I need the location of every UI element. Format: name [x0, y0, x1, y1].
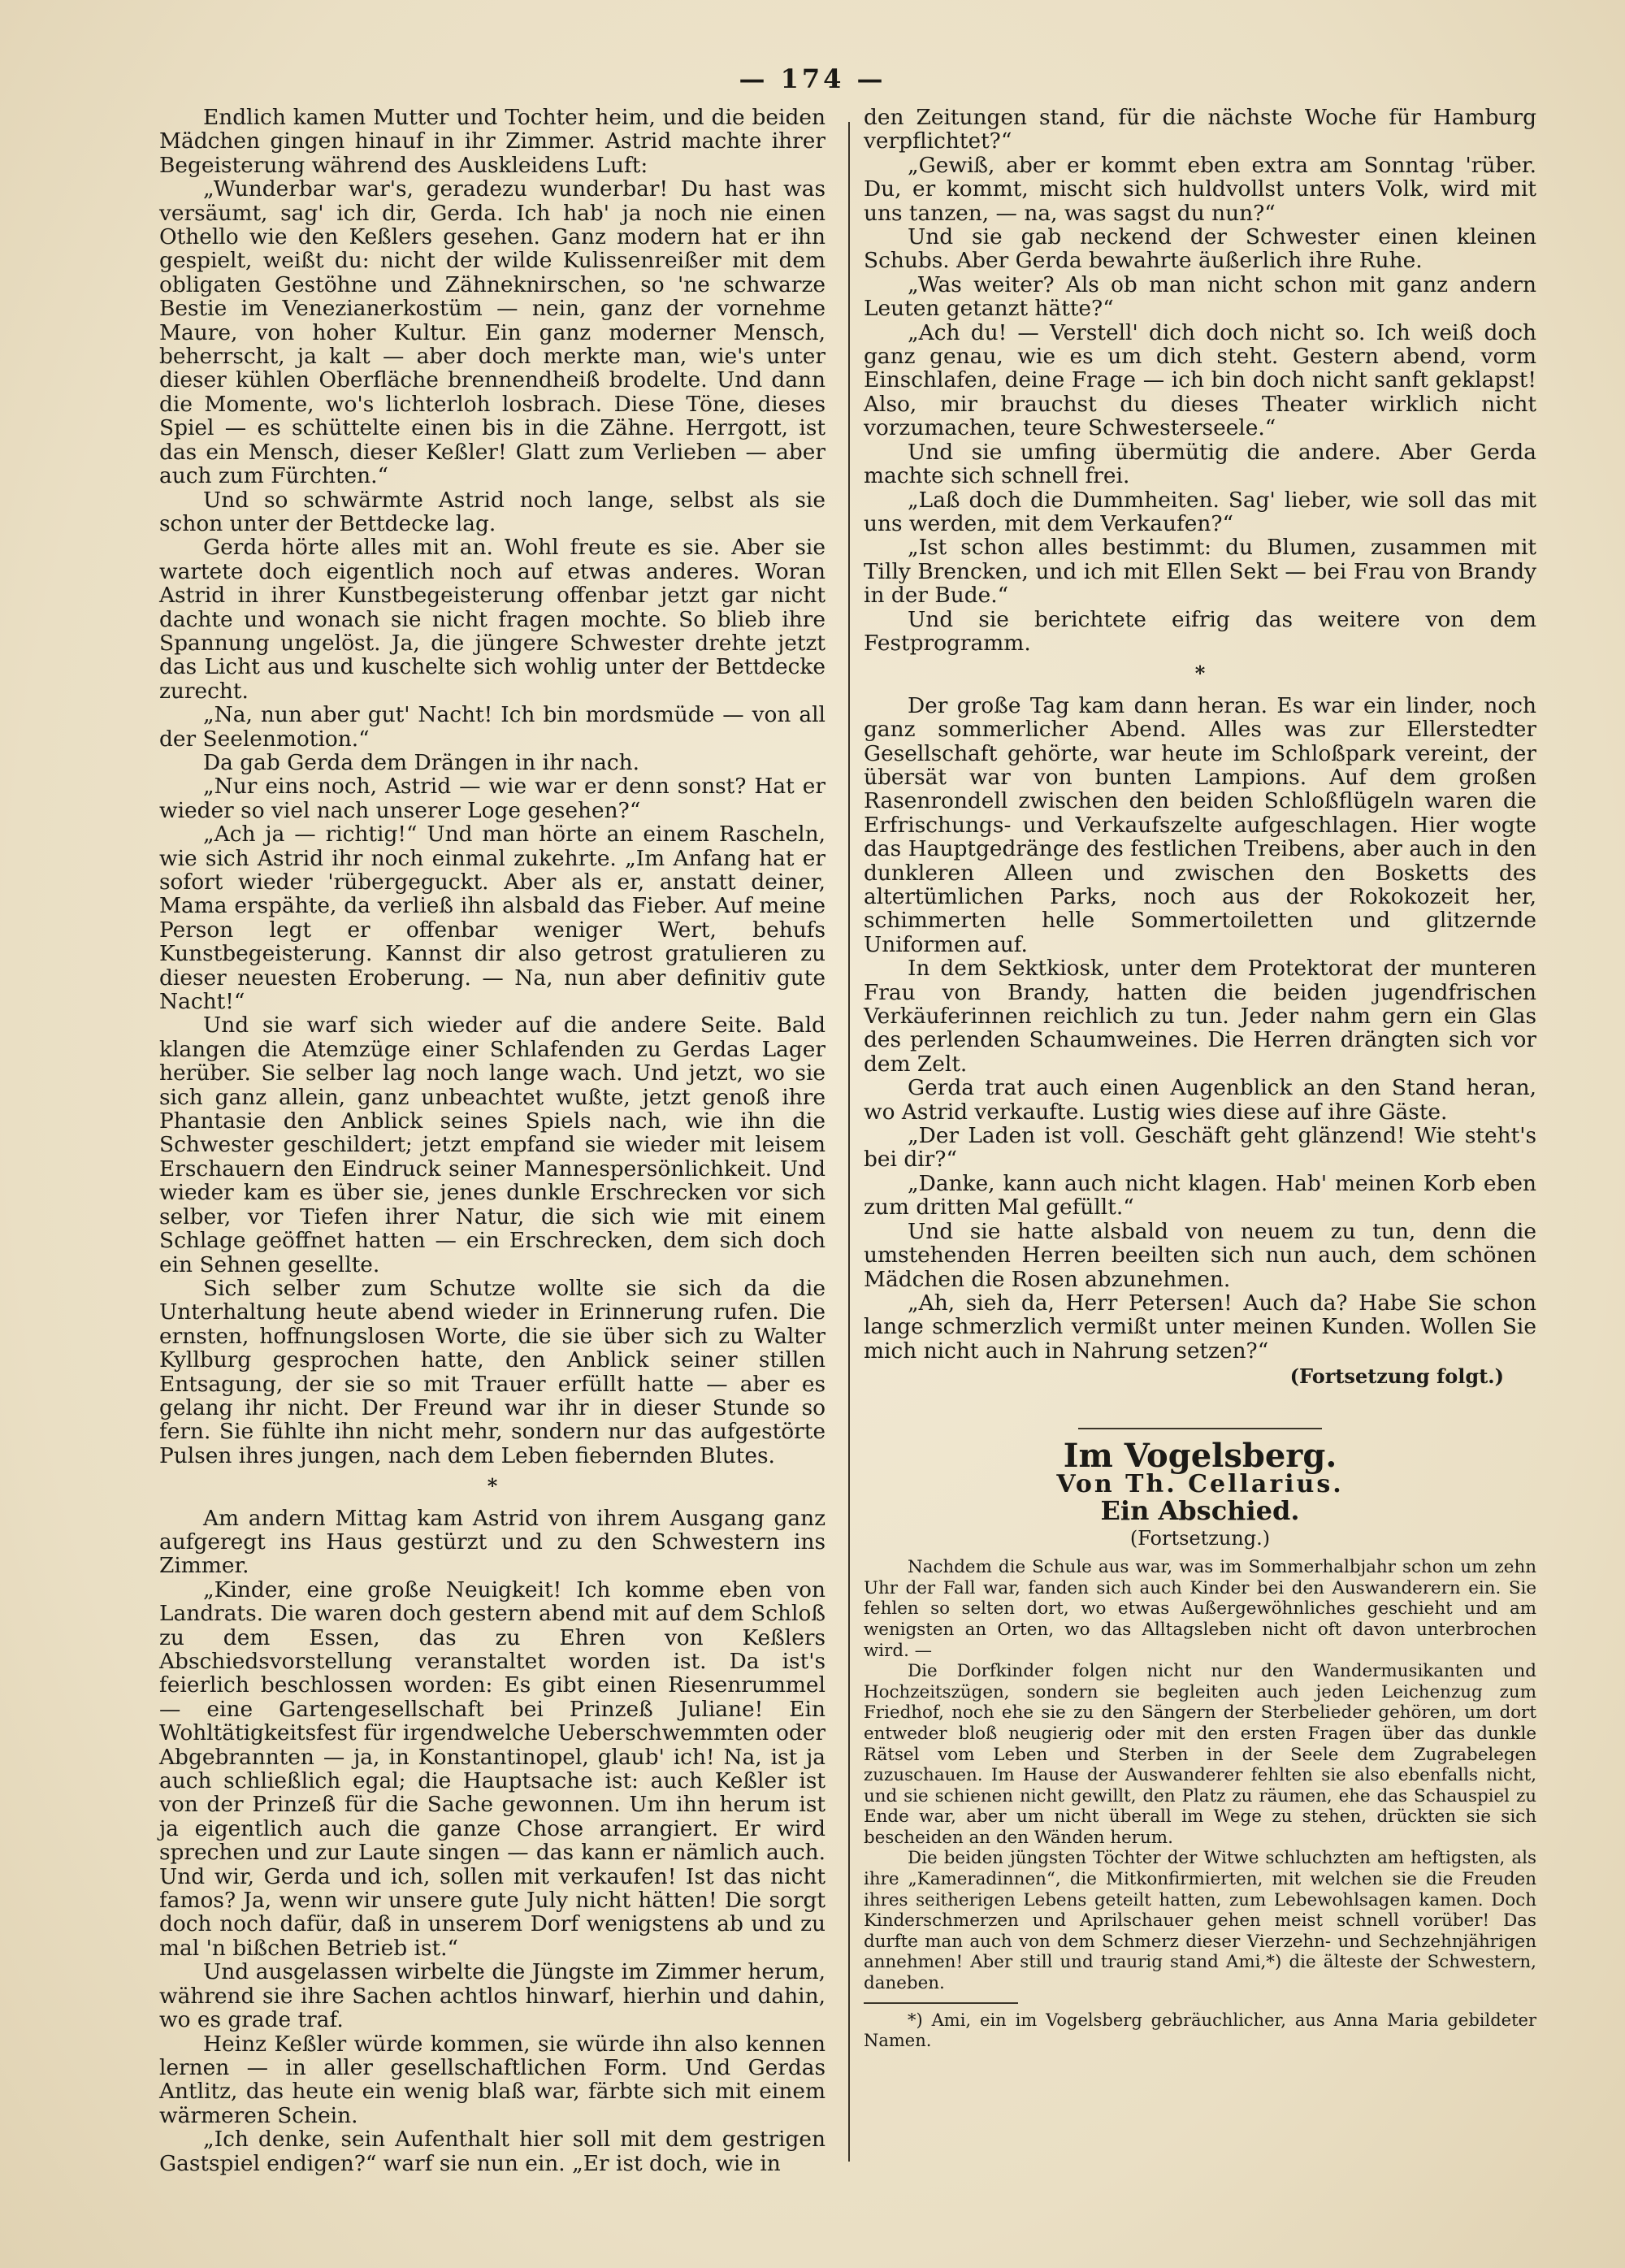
- article-continued-note: (Fortsetzung.): [1129, 1526, 1271, 1550]
- right-paragraph: Und sie gab neckend der Schwester einen kleinen Schubs. Aber Gerda bewahrte äußerlich ihre Ruhe.: [864, 224, 1536, 274]
- page-number: — 174 —: [739, 63, 886, 94]
- right-paragraph: „Was weiter? Als ob man nicht schon mit ganz andern Leuten getanzt hätte?“: [864, 271, 1536, 322]
- article-paragraph: Die beiden jüngsten Töchter der Witwe schluchzten am heftigsten, als ihre „Kameradinnen“, die Mitkonfirmierten, mit welchen sie die Freuden ihres seitherigen Lebens geteilt hatten, zum Lebewohlsagen kamen. Doch Kinderschmerzen und Aprilschauer gehen meist schnell vorüber! Das durfte man auch von dem Schmerz dieser Vierzehn- und Sechzehnjährigen annehmen! Aber still und traurig stand Ami,*) die älteste der Schwestern, daneben.: [864, 1848, 1536, 1994]
- left-paragraph: „Nur eins noch, Astrid — wie war er denn sonst? Hat er wieder so viel nach unserer Loge gesehen?“: [159, 774, 826, 823]
- left-paragraph: „Na, nun aber gut' Nacht! Ich bin mordsmüde — von all der Seelenmotion.“: [159, 702, 826, 752]
- left-paragraph: Und ausgelassen wirbelte die Jüngste im Zimmer herum, während sie ihre Sachen achtlos hinwarf, hierhin und dahin, wo es grade traf.: [159, 1959, 826, 2033]
- right-paragraph: Und sie hatte alsbald von neuem zu tun, denn die umstehenden Herren beeilten sich nun auch, dem schönen Mädchen die Rosen abzunehmen.: [864, 1218, 1536, 1292]
- continuation-note: (Fortsetzung folgt.): [1289, 1364, 1504, 1389]
- article-separator: [1078, 1428, 1322, 1429]
- right-paragraph: „Ach du! — Verstell' dich doch nicht so. Ich weiß doch ganz genau, wie es um dich steht. Gestern abend, vorm Einschlafen, deine Frage — ich bin doch nicht sanft geklapst! Also, mir brauchst du dieses Theater wirklich nicht vorzumachen, teure Schwesterseele.“: [864, 319, 1536, 441]
- column-divider: [848, 122, 850, 2162]
- right-paragraph: den Zeitungen stand, für die nächste Woche für Hamburg verpflichtet?“: [864, 105, 1536, 154]
- section-separator-star: *: [1194, 661, 1206, 686]
- left-paragraph: Gerda hörte alles mit an. Wohl freute es sie. Aber sie wartete doch eigentlich noch auf etwas anderes. Woran Astrid in ihrer Kunstbegeisterung offenbar jetzt gar nicht dachte und wonach sie nicht fragen mochte. So blieb ihre Spannung ungelöst. Ja, die jüngere Schwester drehte jetzt das Licht aus und kuschelte sich wohlig unter der Bettdecke zurecht.: [159, 535, 826, 704]
- footnote: *) Ami, ein im Vogelsberg gebräuchlicher, aus Anna Maria gebildeter Namen.: [864, 2010, 1536, 2050]
- left-paragraph: Und sie warf sich wieder auf die andere Seite. Bald klangen die Atemzüge einer Schlafenden zu Gerdas Lager herüber. Sie selber lag noch lange wach. Und jetzt, wo sie sich ganz allein, ganz unbeachtet wußte, jetzt genoß ihre Phantasie den Anblick seines Spiels nach, wie ihn die Schwester geschildert; jetzt empfand sie wieder mit leisem Erschauern den Eindruck seiner Mannespersönlichkeit. Und wieder kam es über sie, jenes dunkle Erschrecken vor sich selber, vor Tiefen ihrer Natur, die sich wie mit einem Schlage geöffnet hatten — ein Erschrecken, dem sich doch ein Sehnen gesellte.: [159, 1013, 826, 1277]
- article-body: [864, 1557, 1536, 1993]
- left-paragraph: „Wunderbar war's, geradezu wunderbar! Du hast was versäumt, sag' ich dir, Gerda. Ich hab' ja noch nie einen Othello wie den Keßlers gesehen. Ganz modern hat er ihn gespielt, weißt du: nicht der wilde Kulissenreißer mit dem obligaten Gestöhne und Zähneknirschen, so 'ne schwarze Bestie im Venezianerkostüm — nein, ganz der vornehme Maure, von hoher Kultur. Ein ganz moderner Mensch, beherrscht, ja kalt — aber doch merkte man, wie's unter dieser kühlen Oberfläche brennendheiß brodelte. Und dann die Momente, wo's lichterloh losbrach. Diese Töne, dieses Spiel — es schüttelte einen bis in die Zähne. Herrgott, ist das ein Mensch, dieser Keßler! Glatt zum Verlieben — aber auch zum Fürchten.“: [159, 176, 826, 489]
- left-column: [159, 106, 826, 2175]
- right-paragraph: Und sie umfing übermütig die andere. Aber Gerda machte sich schnell frei.: [864, 439, 1536, 489]
- left-paragraph: Heinz Keßler würde kommen, sie würde ihn also kennen lernen — in aller gesellschaftlichen Form. Und Gerdas Antlitz, das heute ein wenig blaß war, färbte sich mit einem wärmeren Schein.: [159, 2031, 826, 2128]
- right-paragraph: Und sie berichtete eifrig das weitere von dem Festprogramm.: [864, 606, 1536, 656]
- right-paragraph: „Der Laden ist voll. Geschäft geht glänzend! Wie steht's bei dir?“: [864, 1123, 1536, 1173]
- article-author: Von Th. Cellarius.: [1056, 1469, 1344, 1498]
- left-paragraph: Endlich kamen Mutter und Tochter heim, und die beiden Mädchen gingen hinauf in ihr Zimmer. Astrid machte ihrer Begeisterung während des Auskleidens Luft:: [159, 105, 826, 178]
- left-paragraph: „Kinder, eine große Neuigkeit! Ich komme eben von Landrats. Die waren doch gestern abend mit auf dem Schloß zu dem Essen, das zu Ehren von Keßlers Abschiedsvorstellung veranstaltet worden ist. Da ist's feierlich beschlossen worden: Es gibt einen Riesenrummel — eine Gartengesellschaft bei Prinzeß Juliane! Ein Wohltätigkeitsfest für irgendwelche Ueberschwemmten oder Abgebrannten — ja, in Konstantinopel, glaub' ich! Na, ist ja auch schließlich egal; die Hauptsache ist: auch Keßler ist von der Prinzeß für die Sache gewonnen. Um ihn herum ist ja eigentlich auch die ganze Chose arrangiert. Er wird sprechen und zur Laute singen — das kann er nämlich auch. Und wir, Gerda und ich, sollen mit verkaufen! Ist das nicht famos? Ja, wenn wir unsere gute July nicht hätten! Die sorgt doch noch dafür, daß in unserem Dorf wenigstens ab und zu mal 'n bißchen Betrieb ist.“: [159, 1576, 826, 1961]
- footnote-rule: [864, 2002, 1018, 2004]
- left-paragraph: Da gab Gerda dem Drängen in ihr nach.: [203, 749, 640, 775]
- section-separator-star: *: [487, 1474, 498, 1498]
- right-paragraph: „Danke, kann auch nicht klagen. Hab' meinen Korb eben zum dritten Mal gefüllt.“: [864, 1170, 1536, 1221]
- left-paragraph: „Ach ja — richtig!“ Und man hörte an einem Rascheln, wie sich Astrid ihr noch einmal zukehrte. „Im Anfang hat er sofort wieder 'rübergeguckt. Aber als er, anstatt deiner, Mama erspähte, da verließ ihn alsbald das Fieber. Auf meine Person legt er offenbar weniger Wert, behufs Kunstbegeisterung. Kannst dir also getrost gratulieren zu dieser neuesten Eroberung. — Na, nun aber definitiv gute Nacht!“: [159, 822, 826, 1015]
- right-paragraph: „Ist schon alles bestimmt: du Blumen, zusammen mit Tilly Brencken, und ich mit Ellen Sekt — bei Frau von Brandy in der Bude.“: [864, 535, 1536, 609]
- right-paragraph: „Gewiß, aber er kommt eben extra am Sonntag 'rüber. Du, er kommt, mischt sich huldvollst unters Volk, wird mit uns tanzen, — na, was sagst du nun?“: [864, 152, 1536, 226]
- right-paragraph: In dem Sektkiosk, unter dem Protektorat der munteren Frau von Brandy, hatten die beiden jugendfrischen Verkäuferinnen reichlich zu tun. Jeder nahm gern ein Glas des perlenden Schaumweines. Die Herren drängten sich vor dem Zelt.: [864, 956, 1536, 1077]
- right-column: [864, 106, 1536, 2051]
- left-paragraph: „Ich denke, sein Aufenthalt hier soll mit dem gestrigen Gastspiel endigen?“ warf sie nun ein. „Er ist doch, wie in: [159, 2127, 826, 2176]
- right-paragraph: Der große Tag kam dann heran. Es war ein linder, noch ganz sommerlicher Abend. Alles was zur Ellerstedter Gesellschaft gehörte, war heute im Schloßpark vereint, der übersät war von bunten Lampions. Auf dem großen Rasenrondell zwischen den beiden Schloßflügeln waren die Erfrischungs- und Verkaufszelte aufgeschlagen. Hier wogte das Hauptgedränge des festlichen Treibens, aber auch in den dunkleren Alleen und zwischen den Bosketts des altertümlichen Parks, noch aus der Rokokozeit her, schimmerten helle Sommertoiletten und glitzernde Uniformen auf.: [864, 692, 1536, 957]
- article-paragraph: Nachdem die Schule aus war, was im Sommerhalbjahr schon um zehn Uhr der Fall war, fanden sich auch Kinder bei den Auswanderern ein. Sie fehlen so selten dort, wo etwas Außergewöhnliches geschieht und am wenigsten an Orten, wo das Alltagsleben nicht oft davon unterbrochen wird. —: [864, 1557, 1536, 1661]
- right-paragraph: Gerda trat auch einen Augenblick an den Stand heran, wo Astrid verkaufte. Lustig wies diese auf ihre Gäste.: [864, 1075, 1536, 1125]
- right-paragraph: „Laß doch die Dummheiten. Sag' lieber, wie soll das mit uns werden, mit dem Verkaufen?“: [864, 487, 1536, 536]
- article-title: Im Vogelsberg.: [1063, 1436, 1337, 1475]
- left-paragraph: Sich selber zum Schutze wollte sie sich da die Unterhaltung heute abend wieder in Erinnerung rufen. Die ernsten, hoffnungslosen Worte, die sie über sich zu Walter Kyllburg gesprochen hatte, den Anblick seiner stillen Entsagung, der sie so mit Trauer erfüllt hatte — aber es gelang ihr nicht. Der Freund war ihr in dieser Stunde so fern. Sie fühlte ihn nicht mehr, sondern nur das aufgestörte Pulsen ihres jungen, nach dem Leben fiebernden Blutes.: [159, 1275, 826, 1468]
- article-chapter: Ein Abschied.: [1100, 1495, 1300, 1527]
- left-paragraph: Und so schwärmte Astrid noch lange, selbst als sie schon unter der Bettdecke lag.: [159, 487, 826, 536]
- left-paragraph: Am andern Mittag kam Astrid von ihrem Ausgang ganz aufgeregt ins Haus gestürzt und zu den Schwestern ins Zimmer.: [159, 1505, 826, 1579]
- right-paragraph: „Ah, sieh da, Herr Petersen! Auch da? Habe Sie schon lange schmerzlich vermißt unter meinen Kunden. Wollen Sie mich nicht auch in Nahrung setzen?“: [864, 1290, 1536, 1364]
- article-paragraph: Die Dorfkinder folgen nicht nur den Wandermusikanten und Hochzeitszügen, sondern sie begleiten auch jeden Leichenzug zum Friedhof, noch ehe sie zu den Sängern der Sterbelieder gehören, um dort entweder bloß neugierig oder mit den ersten Fragen über das dunkle Rätsel vom Leben und Sterben in der Seele dem Zugrabelegen zuzuschauen. Im Hause der Auswanderer fehlten sie also ebenfalls nicht, und sie schienen nicht gewillt, den Platz zu räumen, ehe das Schauspiel zu Ende war, aber um nicht überall im Wege zu stehen, drückten sie sich bescheiden an den Wänden herum.: [864, 1661, 1536, 1848]
